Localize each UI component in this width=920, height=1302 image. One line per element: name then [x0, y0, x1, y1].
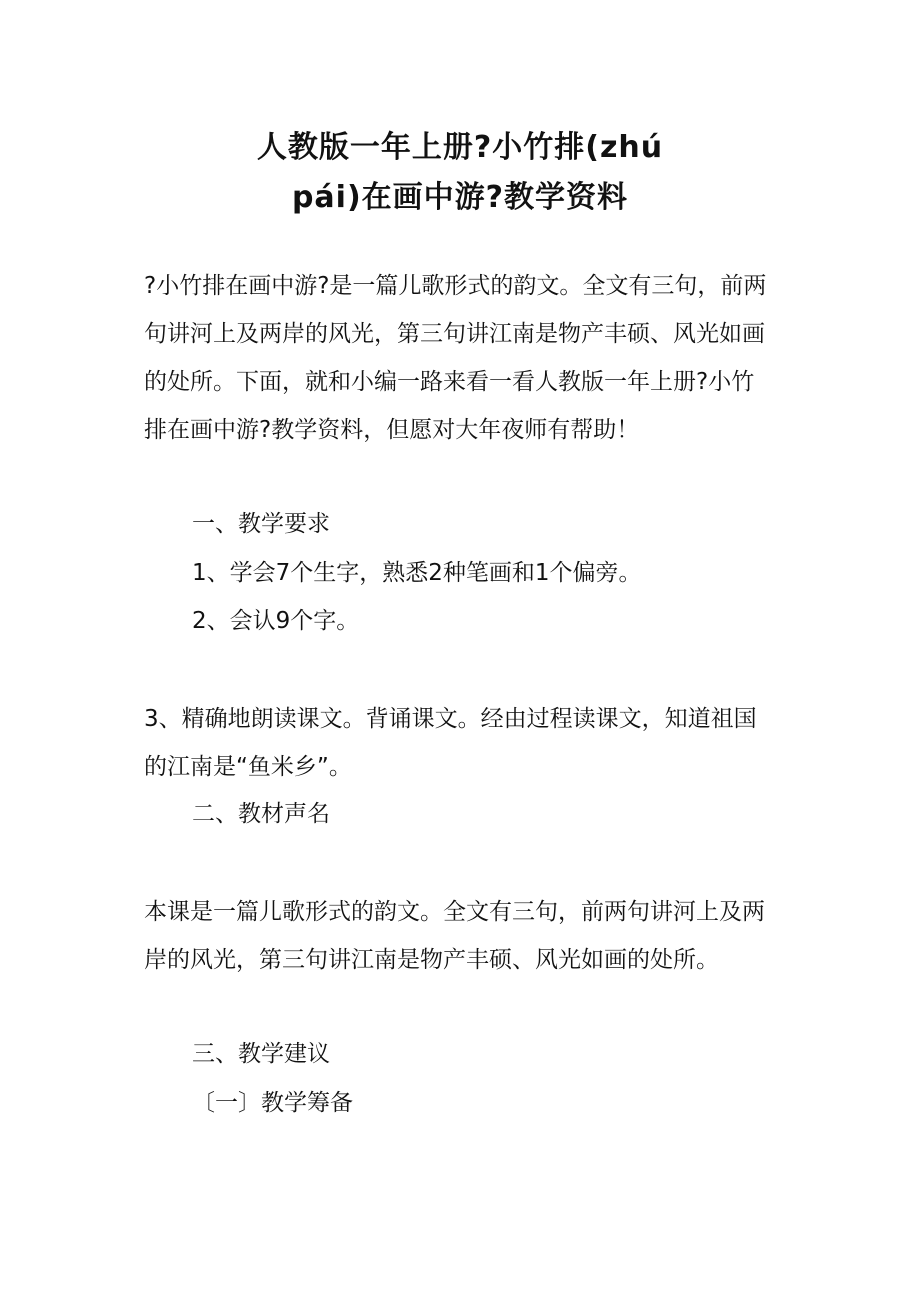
requirement-item-2: 2、会认9个字。: [192, 608, 360, 634]
requirement-item-3: 3、精确地朗读课文。背诵课文。经由过程读课文，知道祖国的江南是“鱼米乡”。: [144, 706, 757, 780]
intro-paragraph: ?小竹排在画中游?是一篇儿歌形式的韵文。全文有三句，前两句讲河上及两岸的风光，第三句讲江南是物产丰硕、风光如画的处所。下面，就和小编一路来看一看人教版一年上册?小竹排在画中游?教学资料，但愿对大年夜师有帮助！: [144, 273, 767, 443]
subsection-heading-teaching-preparation: 〔一〕教学筹备: [192, 1090, 353, 1116]
section-heading-teaching-suggestions: 三、教学建议: [192, 1041, 330, 1067]
requirement-item-1: 1、学会7个生字，熟悉2种笔画和1个偏旁。: [192, 560, 642, 586]
section-heading-material-description: 二、教材声名: [192, 801, 330, 827]
document-title-line-1: 人教版一年上册?小竹排(zhú: [256, 130, 664, 165]
document-title-line-2: pái)在画中游?教学资料: [291, 180, 629, 215]
material-description-paragraph: 本课是一篇儿歌形式的韵文。全文有三句，前两句讲河上及两岸的风光，第三句讲江南是物产丰硕、风光如画的处所。: [144, 899, 765, 973]
section-heading-teaching-requirements: 一、教学要求: [192, 511, 330, 537]
